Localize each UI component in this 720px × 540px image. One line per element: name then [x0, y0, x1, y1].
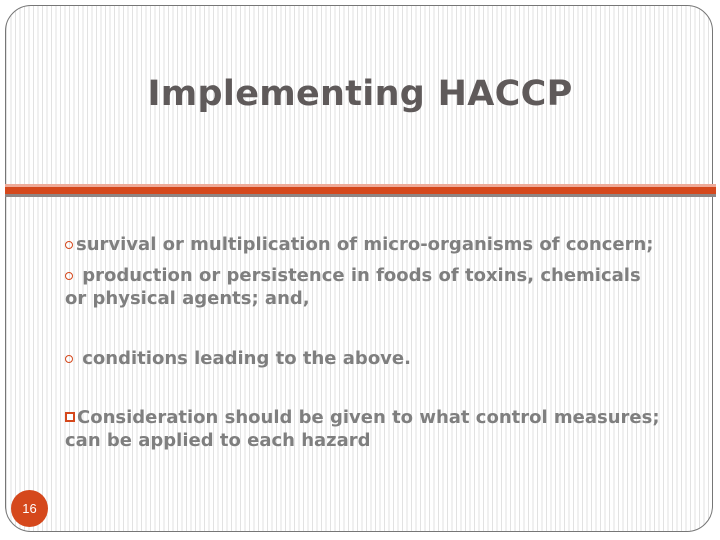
divider-accent-bar [5, 187, 716, 194]
bullet-text: conditions leading to the above. [76, 348, 411, 369]
slide-body [65, 233, 665, 452]
circle-bullet-icon [65, 241, 73, 249]
slide-title: Implementing HACCP [147, 74, 573, 114]
page-number-badge: 16 [11, 490, 48, 527]
bullet-text: Consideration should be given to what control measures; can be applied to each hazard [65, 407, 660, 451]
circle-bullet-icon [65, 272, 73, 280]
bullet-item-consideration [65, 406, 665, 452]
bullet-item-production [65, 264, 665, 310]
square-bullet-icon [65, 412, 75, 422]
circle-bullet-icon [65, 355, 73, 363]
divider-shadow [5, 194, 716, 197]
bullet-text: production or persistence in foods of toxins, chemicals or physical agents; and, [65, 265, 641, 309]
bullet-item-conditions [65, 347, 665, 370]
bullet-item-survival [65, 233, 665, 256]
bullet-text: survival or multiplication of micro-organisms of concern; [76, 234, 654, 255]
